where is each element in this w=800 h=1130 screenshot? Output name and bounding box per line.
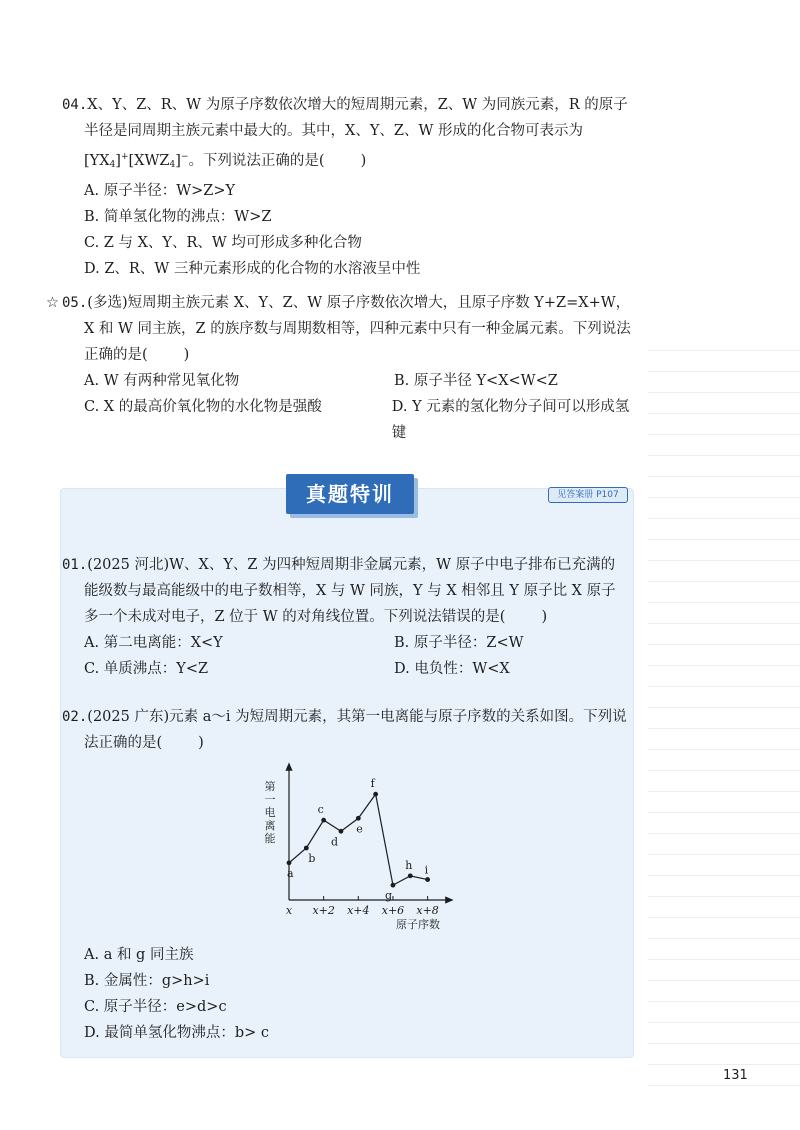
question-05-line-1: ☆ 05.(多选)短周期主族元素 X、Y、Z、W 原子序数依次增大，且原子序数 Y+Z=X+W， [62,290,642,316]
x-tick-label: x+8 [416,904,439,917]
option-d[interactable]: D. Z、R、W 三种元素形成的化合物的水溶液呈中性 [84,261,421,277]
option-d[interactable]: D. 最简单氢化物沸点：b> c [84,1025,269,1041]
option-a[interactable]: A. W 有两种常见氧化物 [84,373,240,389]
exam-question-01-line-2: 能级数与最高能级中的电子数相等，X 与 W 同族，Y 与 X 相邻且 Y 原子比 X 原子 [84,583,616,599]
options-row-1 [62,368,642,394]
option-a[interactable]: A. 原子半径：W>Z>Y [84,183,236,199]
point-label-b: b [308,852,316,865]
question-number: 02. [62,709,88,725]
x-tick-label: x+2 [312,904,335,917]
option-d[interactable]: D. 电负性：W<X [394,661,510,677]
question-04-line-1: 04.X、Y、Z、R、W 为原子序数依次增大的短周期元素，Z、W 为同族元素，R 的原子 [62,97,628,113]
option-b[interactable]: B. 简单氢化物的沸点：W>Z [84,209,272,225]
option-c[interactable]: C. Z 与 X、Y、R、W 均可形成多种化合物 [84,235,362,251]
question-05 [46,290,642,446]
formula-cation: $[YX_4]^+$ [84,152,129,170]
option-c[interactable]: C. 单质沸点：Y<Z [84,661,209,677]
question-04-line-2: 半径是同周期主族元素中最大的。其中，X、Y、Z、W 形成的化合物可表示为 [84,123,583,139]
x-tick-label: x+6 [381,904,405,917]
point-label-f: f [370,777,375,791]
point-label-c: c [317,803,324,817]
exam-question-02-line-1: 02.(2025 广东)元素 a～i 为短周期元素，其第一电离能与原子序数的关系如图。下列说 [62,709,627,725]
options-row-1 [62,630,642,656]
side-rule-lines [648,330,800,1090]
exam-question-02-line-2: 法正确的是( ) [84,735,204,751]
data-point-a [287,860,292,865]
y-axis-label: 第一电离能 [264,780,276,845]
x-tick-label: x+4 [347,904,370,917]
point-label-a: a [287,866,294,880]
data-point-b [304,846,309,851]
question-05-line-3: 正确的是( ) [84,347,190,363]
option-c[interactable]: C. 原子半径：e>d>c [84,999,227,1015]
x-axis-label: 原子序数 [396,918,440,931]
answer-reference-badge[interactable]: 见答案册 P107 [548,487,628,503]
option-d[interactable]: D. Y 元素的氢化物分子间可以形成氢键 [391,399,630,441]
exam-question-02 [62,704,642,756]
exam-question-01-line-1: 01.(2025 河北)W、X、Y、Z 为四种短周期非金属元素，W 原子中电子排布已充满的 [62,557,616,573]
question-number: 01. [62,557,88,573]
option-b[interactable]: B. 原子半径 Y<X<W<Z [394,373,558,389]
point-label-g: g [384,889,393,903]
data-point-c [321,818,326,823]
option-b[interactable]: B. 原子半径：Z<W [394,635,524,651]
options-row-2 [62,656,642,682]
ionization-energy-chart [258,760,458,940]
options-row-2 [62,394,642,446]
question-number: 04. [62,97,88,113]
option-b[interactable]: B. 金属性：g>h>i [84,973,210,989]
data-point-d [339,829,344,834]
point-label-e: e [356,822,363,836]
page-number: 131 [723,1068,748,1083]
data-point-i [425,877,430,882]
exam-question-02-options [62,942,642,1046]
x-tick-label: x [285,904,293,917]
data-point-f [373,792,378,797]
data-point-g [391,883,396,888]
question-04-line-3: $[YX_4]^+[XWZ_4]^-$。下列说法正确的是( ) [84,152,367,170]
point-label-h: h [405,858,413,872]
data-point-e [356,816,361,821]
exam-question-01-line-3: 多一个未成对电子，Z 位于 W 的对角线位置。下列说法错误的是( ) [84,609,548,625]
option-a[interactable]: A. 第二电离能：X<Y [84,635,223,651]
exam-question-01 [62,552,642,682]
formula-anion: $[XWZ_4]^-$ [128,152,189,170]
section-title: 真题特训 [286,474,414,514]
option-c[interactable]: C. X 的最高价氧化物的水化物是强酸 [84,399,322,415]
data-point-h [408,873,413,878]
question-04 [62,92,642,282]
option-a[interactable]: A. a 和 g 同主族 [84,947,194,963]
question-number: 05. [62,295,88,311]
star-icon: ☆ [46,295,59,311]
point-label-d: d [330,835,339,849]
question-05-line-2: X 和 W 同主族，Z 的族序数与周期数相等，四种元素中只有一种金属元素。下列说法 [84,321,631,337]
point-label-i: i [424,863,429,877]
